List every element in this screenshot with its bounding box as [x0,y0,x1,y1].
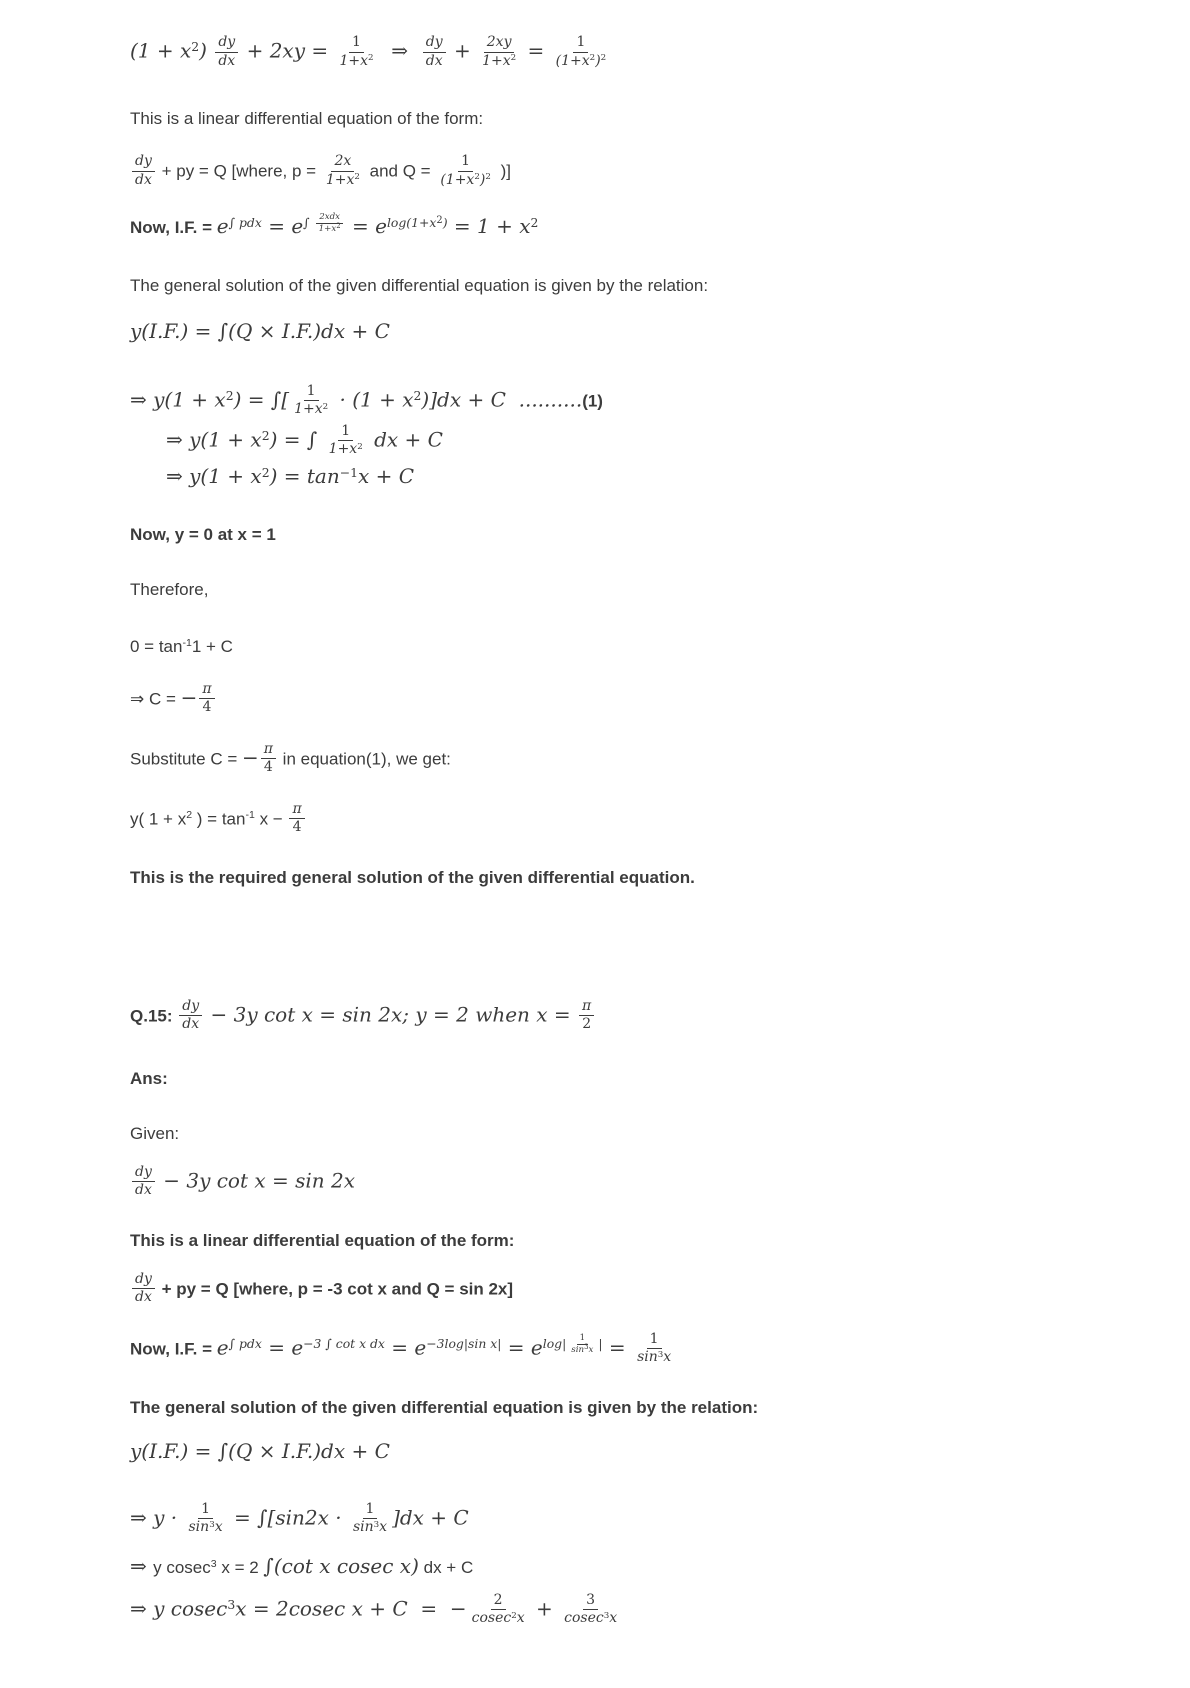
text-segment: 2 [582,1016,592,1033]
text-segment: −3 ∫ cot x dx [303,1336,385,1352]
text-segment: The general solution of the given differential equation is given by the relation: [130,275,709,295]
fraction [323,153,363,189]
text-segment: π [292,800,302,817]
fraction-numerator [484,34,515,53]
superscript [511,1611,517,1622]
text-segment: 3 [209,1520,215,1531]
text-segment: 1 [461,153,471,169]
text-segment: dy [218,34,236,50]
text-segment: ⇒ y cosec [130,1596,228,1621]
text-segment: dx [182,1016,200,1033]
text-segment: y( 1 + x [130,809,187,829]
fraction-denominator [579,1016,594,1034]
fraction-numerator [583,1592,598,1611]
fraction-numerator [647,1331,662,1350]
document-line [130,1331,1150,1367]
fraction-numerator [338,423,353,442]
fraction [336,34,376,70]
text-segment: (1+x [440,171,475,188]
document-line [130,863,1150,890]
text-segment: 1 [649,1330,659,1347]
text-segment: ⇒ y(1 + x [130,387,226,412]
fraction [289,801,304,837]
text-segment: 2 [530,214,539,230]
fraction [132,1164,155,1200]
text-segment: 2 [436,214,443,226]
document-line [130,1164,1150,1200]
fraction-numerator [179,998,202,1017]
fraction-numerator [132,1164,155,1183]
fraction-numerator [132,1271,155,1290]
text-segment: Substitute C = [130,749,242,769]
document-line [130,1553,1150,1580]
text-segment: (1 + x [130,38,192,63]
document-line [130,271,1150,298]
fraction [579,998,594,1034]
fraction [199,681,214,717]
document-line [130,681,1150,717]
document-line [166,423,1150,459]
superscript [211,1555,217,1572]
text-segment: 1 [579,1333,586,1344]
text-segment: x [663,1349,672,1366]
superscript [186,806,192,823]
text-segment: 2 [474,172,480,183]
text-segment: = e [501,1335,543,1360]
fraction-numerator [579,998,594,1017]
fraction [561,1592,620,1628]
superscript [426,1336,501,1353]
text-segment: 1+x [294,401,323,418]
text-segment: 2 [493,1591,503,1608]
text-segment: ) [479,171,486,188]
text-segment: = [602,1335,633,1360]
text-segment: dy [425,34,443,50]
document-line [130,575,1150,602]
text-segment: | [598,1336,603,1352]
document-line [130,1438,1150,1465]
fraction-denominator [561,1610,620,1628]
fraction-denominator [261,759,276,777]
superscript [227,1597,235,1614]
superscript [543,1333,603,1356]
superscript [601,53,607,64]
text-segment: 1+x [325,171,355,188]
fraction-denominator [350,1519,390,1537]
document-line [130,1393,1150,1420]
text-segment: dy [182,997,200,1014]
text-segment: cosec [564,1610,604,1627]
superscript [531,215,539,232]
text-segment: 2 [368,53,374,64]
text-segment: 1 + C [191,636,233,656]
text-segment: 2 [600,53,607,64]
text-segment: ⇒ y(1 + x [166,463,262,488]
fraction [132,153,155,189]
superscript [387,215,448,232]
text-segment: ∫(cot x cosec x) [263,1553,419,1578]
text-segment: ]dx + C [392,1505,469,1530]
text-segment: dx + C [367,427,443,452]
document-line [130,801,1150,837]
text-segment: − 3y cot x = sin 2x; y = 2 when x = [204,1002,578,1027]
text-segment: ⇒ [378,38,421,63]
superscript [604,1611,610,1622]
text-segment: dy [135,1163,152,1180]
text-segment: 3 [584,1343,589,1352]
text-segment: − [180,685,198,710]
text-segment: 1+x [328,441,358,458]
text-segment: dx [218,52,236,69]
text-segment: = ∫[sin2x · [227,1505,348,1530]
fraction-numerator [289,801,304,820]
superscript [323,402,329,413]
fraction-denominator [132,1182,155,1200]
fraction-denominator [336,53,376,71]
fraction-numerator [261,741,276,760]
text-segment: cosec [471,1610,512,1627]
text-segment: π [263,740,273,757]
fraction-numerator [458,153,473,172]
text-segment: 2 [357,442,363,453]
document-line [130,998,1150,1034]
document-line [130,520,1150,547]
text-segment: 2 [511,1611,517,1622]
fraction-numerator [423,34,446,53]
superscript [436,214,442,227]
fraction-denominator [553,53,610,71]
text-segment: 1+x [318,223,337,234]
superscript [414,388,422,405]
document-line [130,213,1150,241]
text-segment: 1 [576,34,586,50]
fraction-denominator [290,819,305,837]
text-segment: Now, y = 0 at x = 1 [130,524,276,544]
text-segment: 3 [373,1520,380,1531]
text-segment: Now, I.F. = [130,218,217,237]
fraction-numerator [215,34,238,53]
fraction-numerator [198,1501,213,1520]
superscript [485,172,491,183]
text-segment: x − [254,809,288,829]
superscript [340,465,358,482]
text-segment: This is a linear differential equation of the form: [130,109,484,128]
fraction-denominator [634,1349,674,1367]
fraction [316,212,344,235]
text-segment: 2 [485,172,491,183]
fraction [553,34,610,70]
text-segment: sin [352,1519,374,1536]
text-segment: 2 [589,53,596,64]
text-segment: 2xdx [319,211,340,222]
superscript [584,1343,588,1352]
text-segment: π [202,680,212,697]
fraction [215,34,238,70]
text-segment: = e [384,1335,427,1360]
text-segment: 2x [334,153,352,169]
text-segment: 2 [413,388,422,404]
text-segment: 3 [657,1350,664,1361]
fraction [132,1271,155,1307]
text-segment: + [447,38,478,63]
text-segment: dy [135,1270,152,1287]
document-line [130,1226,1150,1253]
fraction-numerator [132,153,155,172]
superscript [245,806,254,823]
text-segment: dx [135,1182,152,1199]
text-segment: Therefore, [130,579,209,599]
text-segment: 2 [510,53,517,64]
text-segment: The general solution of the given differential equation is given by the relation: [130,1397,759,1417]
superscript [354,172,360,183]
text-segment: 3 [603,1611,610,1622]
text-segment: 4 [202,699,212,716]
fraction-numerator [349,34,364,53]
superscript [368,53,374,64]
fraction [469,1592,528,1628]
text-segment: 2 [354,172,360,183]
fraction [291,383,331,419]
text-segment: sin [571,1345,585,1356]
superscript [357,442,363,453]
text-segment: π [582,997,592,1014]
superscript [262,428,270,445]
superscript [590,53,596,64]
text-segment: x [588,1345,594,1356]
text-segment: ∫ pdx [228,1336,262,1352]
superscript [511,53,517,64]
superscript [209,1520,215,1531]
superscript [374,1520,380,1531]
text-segment: x [379,1519,388,1536]
text-segment: x [609,1610,618,1627]
text-segment: Given: [130,1123,180,1143]
text-segment: 2 [322,402,329,413]
document-line [130,1592,1150,1628]
fraction-denominator [469,1610,528,1628]
document-line [130,383,1150,419]
fraction-numerator [199,681,214,700]
text-segment: ) [199,38,214,63]
text-segment: e [216,214,229,238]
superscript [191,39,199,56]
fraction [568,1333,596,1356]
fraction [326,423,366,459]
document-line [130,1064,1150,1091]
text-segment: ∫ pdx [228,214,262,230]
superscript [658,1350,664,1361]
text-segment: Ans: [130,1068,168,1088]
document-line [130,318,1150,345]
document-line [130,34,1150,70]
superscript [303,1336,385,1353]
text-segment: -1 [182,636,192,649]
text-segment: 1 [306,382,316,399]
text-segment: −3log|sin x| [426,1336,502,1352]
text-segment: 2 [225,388,234,404]
text-segment: + [529,1596,560,1621]
text-segment: ⇒ C = [130,689,181,709]
text-segment: ) [442,214,448,230]
superscript [336,222,340,231]
text-segment: + py = Q [where, p = [156,161,321,181]
text-segment: ) = tan [192,809,246,829]
text-segment: = 1 + x [447,214,531,238]
text-segment: 2 [261,428,270,444]
text-segment: ) = tan [269,463,340,488]
text-segment: 3 [227,1597,236,1613]
fraction-numerator [363,1501,378,1520]
fraction-denominator [423,53,446,71]
text-segment: dy [135,153,152,169]
document-line [130,1271,1150,1307]
superscript [229,215,262,232]
text-segment: dx + C [418,1557,474,1577]
document-line [130,741,1150,777]
fraction-denominator [291,401,331,419]
text-segment: = e [261,214,304,238]
fraction-denominator [568,1345,596,1356]
text-segment: · (1 + x [333,387,414,412]
text-segment: + 2xy = [240,38,335,63]
text-segment: )] [495,161,511,181]
fraction-numerator [491,1592,506,1611]
text-segment: y cosec [153,1557,211,1577]
text-segment: 2 [186,809,193,822]
text-segment: sin [188,1519,210,1536]
text-segment: y(I.F.) = ∫(Q × I.F.)dx + C [130,1438,390,1463]
text-segment: This is a linear differential equation of the form: [130,1230,515,1250]
text-segment: log(1+x [386,214,437,230]
text-segment: and Q = [364,161,436,181]
superscript [303,212,345,235]
text-segment: = e [261,1335,304,1360]
text-segment: dx [135,1289,152,1306]
text-segment: dx [135,171,152,188]
text-segment: Q.15: [130,1006,178,1026]
text-segment: ∫ [303,214,314,230]
text-segment: 3 [210,1557,217,1570]
text-segment: − 3y cot x = sin 2x [156,1168,356,1193]
superscript [262,465,270,482]
text-segment: 1 [341,422,351,439]
fraction-denominator [132,172,155,190]
fraction-numerator [331,153,354,172]
text-segment: ⇒ [130,1553,154,1578]
text-segment: ⇒ y · [130,1505,184,1530]
fraction-denominator [215,53,238,71]
text-segment: )]dx + C .......... [421,387,583,412]
fraction-denominator [316,224,344,235]
text-segment: ) [595,52,601,69]
fraction-numerator [573,34,588,53]
fraction [350,1501,390,1537]
text-segment: 3 [586,1591,596,1608]
text-segment: + py = Q [where, p = -3 cot x and Q = sin 2x] [156,1279,514,1299]
document-line [130,104,1150,131]
fraction [261,741,276,777]
text-segment: 2 [191,39,200,55]
text-segment: x [516,1610,525,1627]
superscript [474,172,480,183]
text-segment: = e [345,214,387,238]
fraction [423,34,446,70]
text-segment: ⇒ y(1 + x [166,427,262,452]
fraction-denominator [326,441,366,459]
text-segment: in equation(1), we get: [277,749,451,769]
superscript [229,1336,262,1353]
text-segment: 1 [365,1500,375,1517]
fraction-denominator [179,1016,202,1034]
fraction [179,998,202,1034]
document-line [130,632,1150,659]
superscript [182,634,191,651]
text-segment: 0 = tan [130,636,183,656]
text-segment: − [241,745,259,770]
text-segment: −1 [339,464,358,480]
document-line [166,463,1150,490]
fraction-denominator [323,172,363,190]
text-segment: dx [425,52,443,69]
text-segment: 1+x [482,52,511,69]
fraction [479,34,519,70]
text-segment: 1 [352,34,361,50]
text-segment: 1+x [339,52,369,69]
fraction-numerator [304,383,319,402]
text-segment: This is the required general solution of the given differential equation. [130,867,695,887]
fraction [437,153,494,189]
text-segment: ) = ∫ [269,427,324,452]
text-segment: log| [542,1336,567,1352]
text-segment: (1+x [555,52,590,69]
text-segment: 2 [261,464,270,480]
text-segment: y(I.F.) = ∫(Q × I.F.)dx + C [130,318,390,343]
superscript [226,388,234,405]
fraction-denominator [200,699,215,717]
fraction [186,1501,226,1537]
fraction-denominator [437,172,494,190]
text-segment: x + C [357,463,415,488]
text-segment: 1 [201,1500,211,1517]
text-segment: sin [637,1349,658,1366]
text-segment: x = 2 [216,1557,264,1577]
fraction-denominator [132,1289,155,1307]
text-segment: 2 [336,222,341,231]
document-line [130,153,1150,189]
text-segment: x [214,1519,223,1536]
document-line [130,1501,1150,1537]
text-segment: -1 [245,809,255,822]
document-line [130,1119,1150,1146]
text-segment: (1) [582,391,603,411]
fraction-denominator [479,53,519,71]
text-segment: x = 2cosec x + C = − [235,1596,467,1621]
fraction [634,1331,674,1367]
text-segment: = [521,38,551,63]
text-segment: 4 [263,759,273,776]
text-segment: 2xy [486,34,512,50]
text-segment: ) = ∫[ [233,387,290,412]
text-segment: e [216,1335,229,1360]
text-segment: Now, I.F. = [130,1339,217,1359]
text-segment: 4 [292,819,302,836]
fraction-denominator [186,1519,226,1537]
